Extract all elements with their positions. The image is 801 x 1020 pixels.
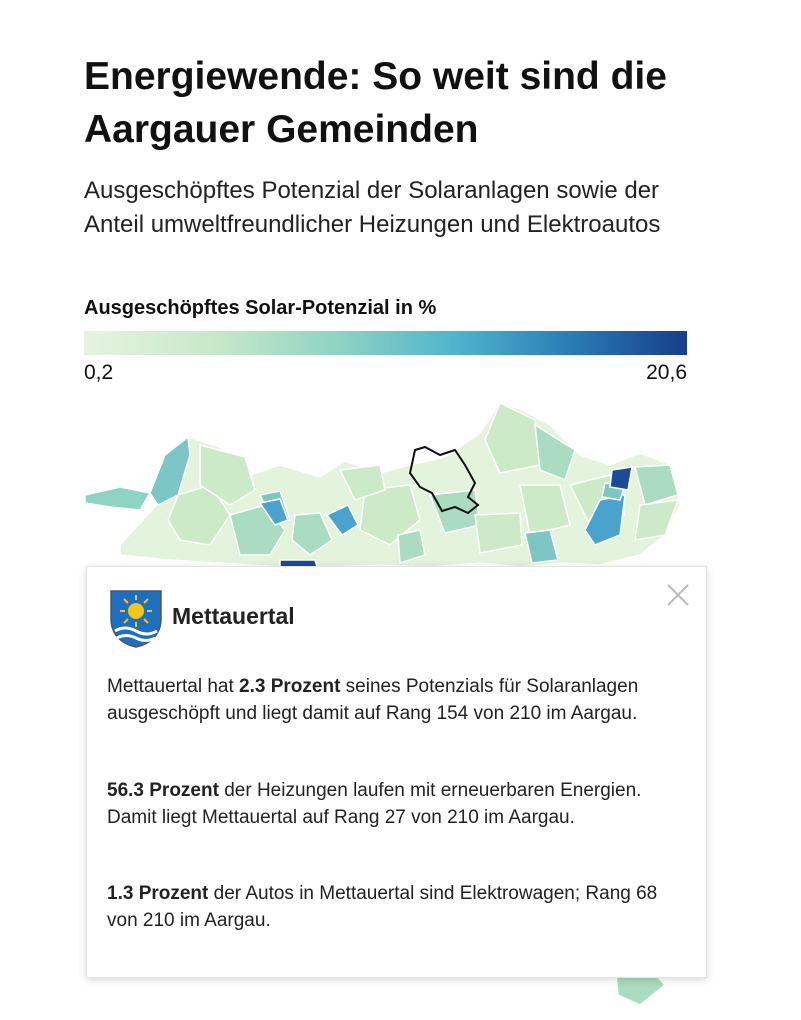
map-region[interactable] [610, 467, 632, 490]
municipality-name: Mettauertal [172, 603, 295, 629]
legend-min-label: 0,2 [84, 361, 114, 384]
solar-info-text [107, 673, 677, 727]
map-region[interactable] [475, 513, 522, 553]
heating-percent: 56.3 Prozent [107, 780, 219, 801]
text-segment: Mettauertal hat [107, 676, 240, 697]
municipality-info-popup [86, 566, 707, 978]
ev-percent: 1.3 Prozent [107, 883, 209, 904]
text-segment: der Autos in Mettauertal sind Elektrowagen; Rang 68 von 210 im Aargau. [107, 883, 658, 931]
legend-max-label: 20,6 [646, 361, 687, 384]
ev-info-text [107, 880, 677, 934]
text-segment: der Heizungen laufen mit erneuerbaren Energien. Damit liegt Mettauertal auf Rang 27 von 210 im Aargau. [107, 780, 642, 828]
legend-color-scale [84, 331, 687, 355]
page-subtitle: Ausgeschöpftes Potenzial der Solaranlagen sowie der Anteil umweltfreundlicher Heizungen und Elektroautos [84, 177, 661, 238]
map-region[interactable] [85, 487, 150, 510]
close-icon[interactable] [664, 581, 692, 609]
text-segment: seines Potenzials für Solaranlagen ausgeschöpft und liegt damit auf Rang 154 von 210 im Aargau. [107, 676, 639, 724]
heating-info-text [107, 777, 677, 831]
page-title: Energiewende: So weit sind die Aargauer Gemeinden [84, 55, 667, 151]
solar-percent: 2.3 Prozent [239, 676, 341, 697]
coat-of-arms-icon [109, 589, 163, 649]
legend-title: Ausgeschöpftes Solar-Potenzial in % [84, 297, 437, 319]
